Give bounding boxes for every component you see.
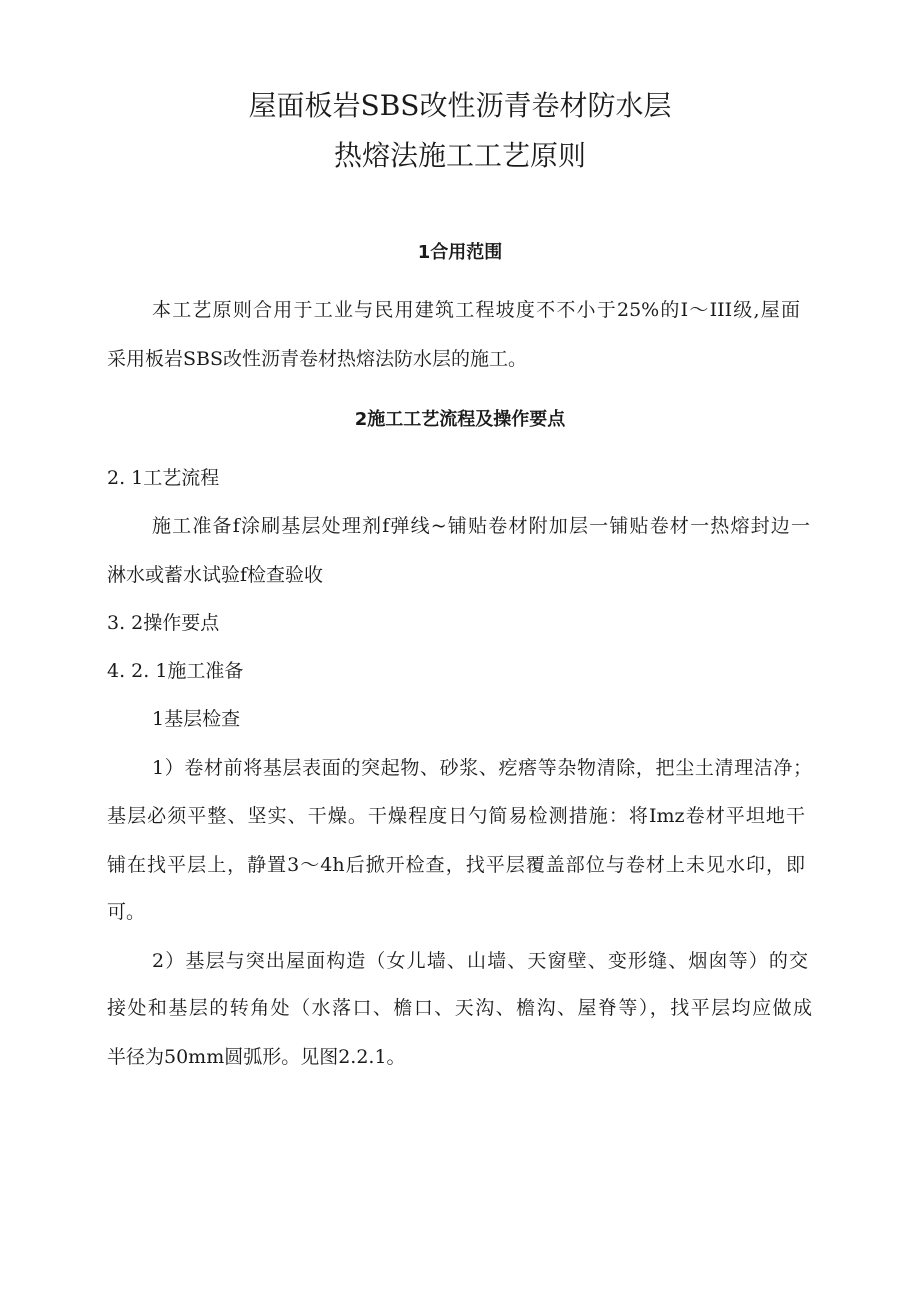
- inspection-paragraph-2-line-3: 半径为50mm圆弧形。见图2.2.1。: [107, 1046, 406, 1068]
- base-inspection-heading: 1基层检查: [152, 708, 241, 730]
- subsection-2-1-heading: 2. 1工艺流程: [107, 467, 220, 489]
- process-flow-line-2: 淋水或蓄水试验f检查验收: [107, 564, 324, 586]
- inspection-paragraph-1-line-2: 基层必须平整、坚实、干燥。干燥程度日勺简易检测措施：将Imz卷材平坦地干: [107, 805, 805, 827]
- section-1-paragraph-line-2: 采用板岩SBS改性沥青卷材热熔法防水层的施工。: [107, 348, 527, 370]
- document-title-line-1: 屋面板岩SBS改性沥青卷材防水层: [248, 89, 672, 122]
- process-flow-line-1: 施工准备f涂刷基层处理剂f弹线~铺贴卷材附加层一铺贴卷材一热熔封边一: [152, 515, 810, 537]
- section-1-paragraph-line-1: 本工艺原则合用于工业与民用建筑工程坡度不不小于25%的I～III级,屋面: [152, 299, 800, 321]
- section-2-heading: 2施工工艺流程及操作要点: [354, 409, 566, 430]
- inspection-paragraph-1-line-3: 铺在找平层上，静置3～4h后掀开检查，找平层覆盖部位与卷材上未见水印，即: [107, 854, 805, 876]
- inspection-paragraph-2-line-1: 2）基层与突出屋面构造（女儿墙、山墙、天窗壁、变形缝、烟囱等）的交: [152, 950, 808, 972]
- subsection-2-2-1-heading: 4. 2. 1施工准备: [107, 660, 244, 682]
- section-1-heading: 1合用范围: [417, 242, 503, 263]
- subsection-2-2-heading: 3. 2操作要点: [107, 612, 220, 634]
- inspection-paragraph-1-line-1: 1）卷材前将基层表面的突起物、砂浆、疙瘩等杂物清除，把尘土清理洁净；: [152, 757, 812, 779]
- document-title-line-2: 热熔法施工工艺原则: [333, 139, 586, 172]
- inspection-paragraph-2-line-2: 接处和基层的转角处（水落口、檐口、天沟、檐沟、屋脊等），找平层均应做成: [107, 997, 812, 1019]
- inspection-paragraph-1-line-4: 可。: [107, 901, 146, 923]
